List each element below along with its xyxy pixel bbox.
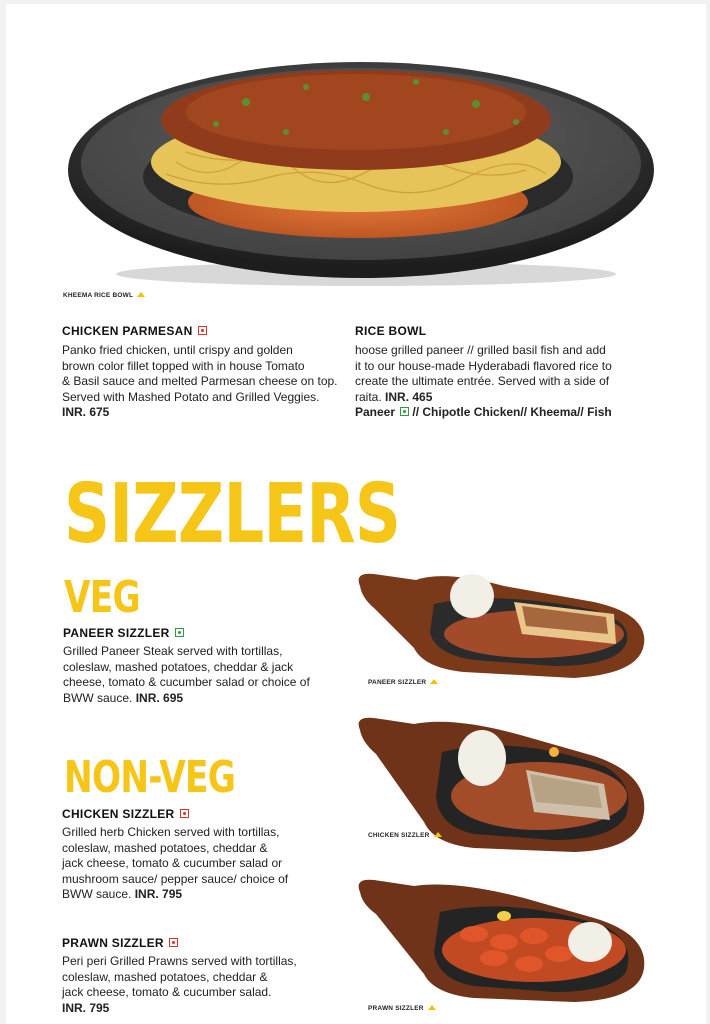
veg-mark-icon xyxy=(175,628,184,637)
chicken-parmesan-title: CHICKEN PARMESAN xyxy=(62,324,207,338)
rice-bowl-options: Paneer // Chipotle Chicken// Kheema// Fish xyxy=(355,405,612,419)
veg-heading: VEG xyxy=(64,572,140,623)
triangle-icon xyxy=(137,292,145,297)
triangle-icon xyxy=(430,679,438,684)
paneer-sizzler-description: Grilled Paneer Steak served with tortillas, coleslaw, mashed potatoes, cheddar & jack cheese, tomato & cucumber salad or choice of BWW sauce. INR. 695 xyxy=(63,644,310,705)
chicken-sizzler-price: INR. 795 xyxy=(134,887,183,901)
paneer-sizzler-image xyxy=(354,562,649,684)
rice-bowl-title: RICE BOWL xyxy=(355,324,427,338)
nonveg-heading: NON-VEG xyxy=(64,752,236,803)
chicken-sizzler-caption: CHICKEN SIZZLER xyxy=(368,832,442,839)
nonveg-mark-icon xyxy=(198,326,207,335)
chicken-parmesan-price: INR. 675 xyxy=(62,405,110,419)
nonveg-mark-icon xyxy=(169,938,178,947)
paneer-sizzler-price: INR. 695 xyxy=(135,690,184,705)
sizzlers-heading: SIZZLERS xyxy=(64,467,401,562)
prawn-sizzler-caption: PRAWN SIZZLER xyxy=(368,1005,436,1012)
prawn-sizzler-description: Peri peri Grilled Prawns served with tortillas, coleslaw, mashed potatoes, cheddar & jack cheese, tomato & cucumber salad. INR. 795 xyxy=(62,954,352,1016)
rice-bowl-price: INR. 465 xyxy=(385,389,433,404)
paneer-sizzler-caption: PANEER SIZZLER xyxy=(368,679,438,686)
prawn-sizzler-price: INR. 795 xyxy=(62,1000,110,1015)
veg-mark-icon xyxy=(400,407,409,416)
chicken-sizzler-description: Grilled herb Chicken served with tortillas, coleslaw, mashed potatoes, cheddar & jack cheese, tomato & cucumber salad or mushroom sauce/ pepper sauce/ choice of BWW sauce. INR. 795 xyxy=(62,825,289,901)
rice-bowl-description: hoose grilled paneer // grilled basil fish and add it to our house-made Hyderabadi flavored rice to create the ultimate entrée. Served with a side of raita. INR. 465 Paneer // Chipotle Chicken// Kheema// Fish xyxy=(355,343,655,421)
menu-page xyxy=(6,4,706,1024)
kheema-rice-bowl-image xyxy=(66,52,656,287)
nonveg-mark-icon xyxy=(180,809,189,818)
chicken-sizzler-title: CHICKEN SIZZLER xyxy=(62,807,189,821)
triangle-icon xyxy=(428,1005,436,1010)
chicken-parmesan-description: Panko fried chicken, until crispy and golden brown color fillet topped with in house Tomato & Basil sauce and melted Parmesan cheese on top. Served with Mashed Potato and Grilled Veggies. INR. 675 xyxy=(62,343,362,421)
kheema-rice-bowl-caption: KHEEMA RICE BOWL xyxy=(63,292,145,299)
prawn-sizzler-title: PRAWN SIZZLER xyxy=(62,936,178,950)
triangle-icon xyxy=(434,832,442,837)
prawn-sizzler-image xyxy=(354,876,649,1006)
paneer-sizzler-title: PANEER SIZZLER xyxy=(63,626,184,640)
